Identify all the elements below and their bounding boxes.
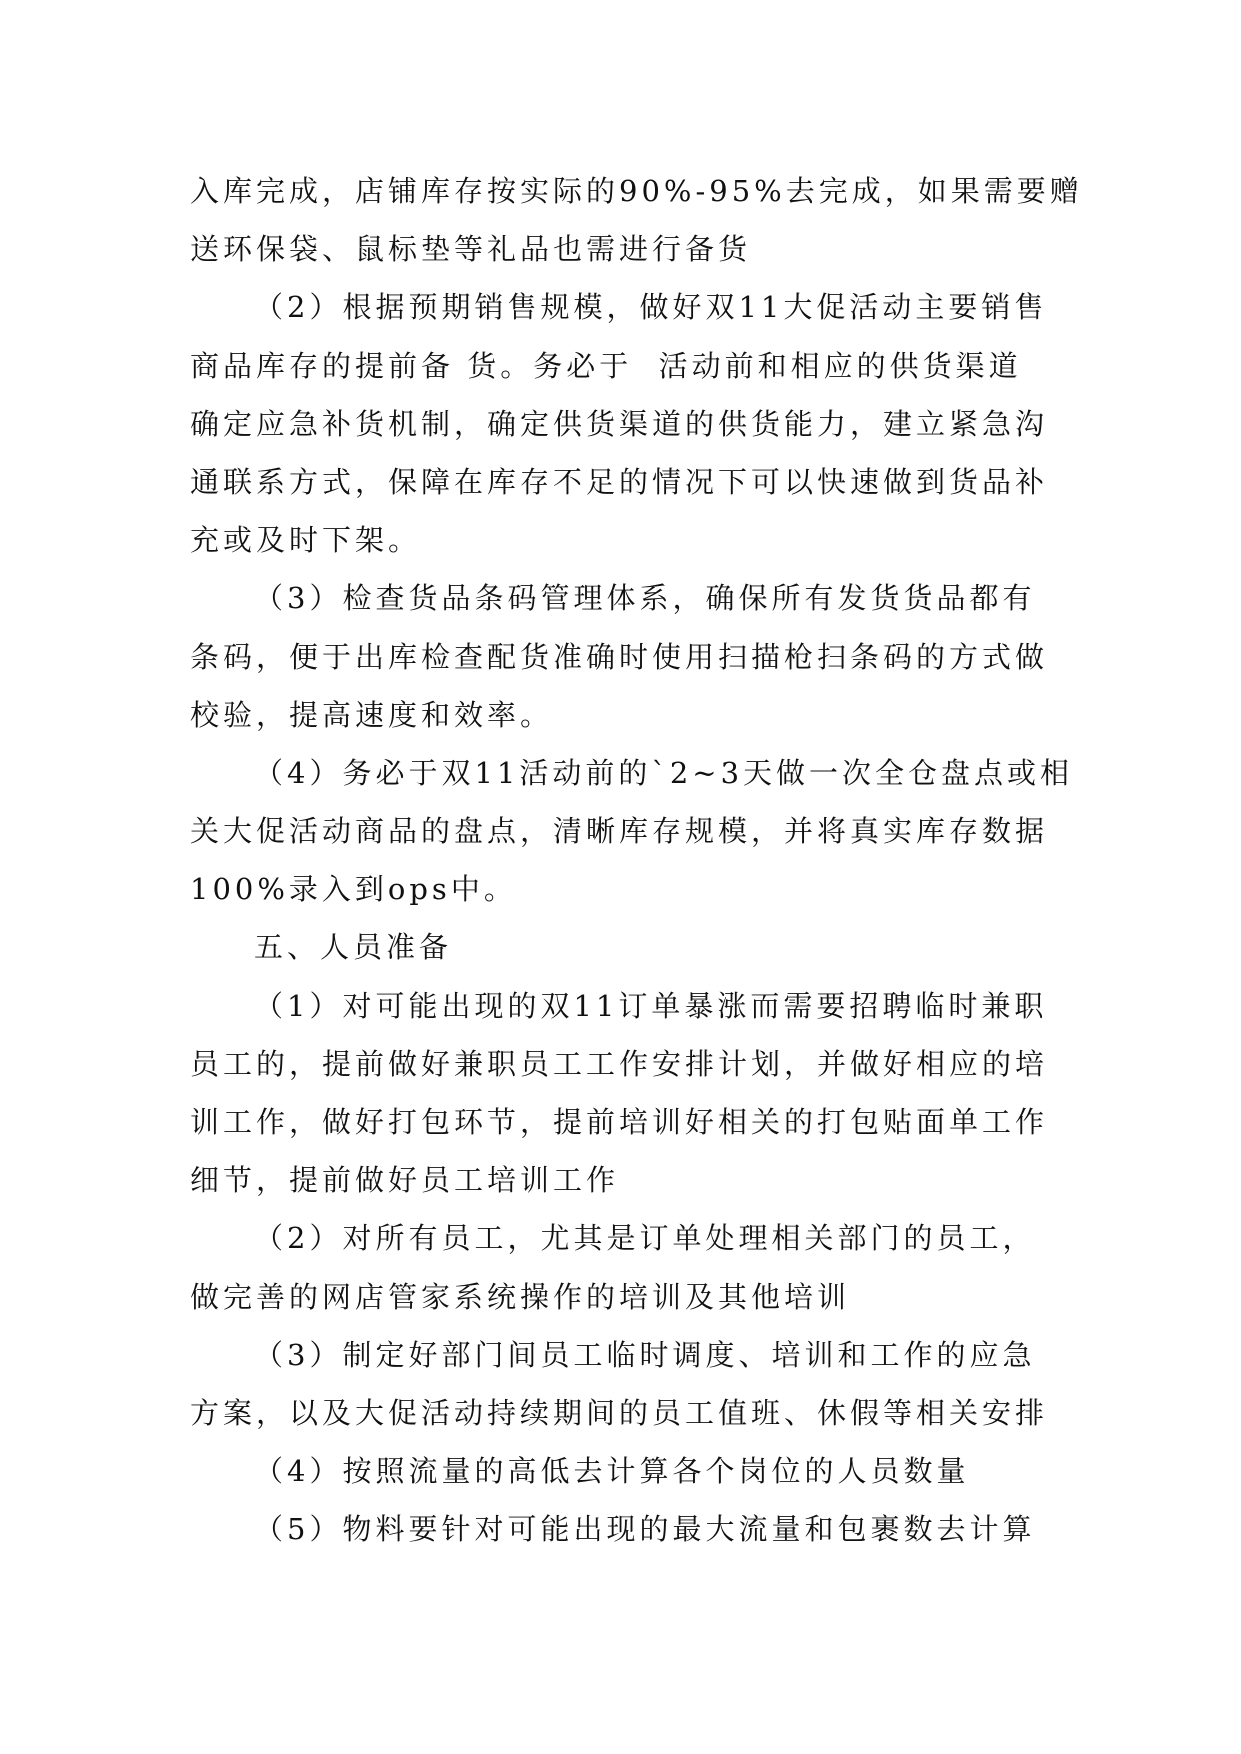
text-line: （4）按照流量的高低去计算各个岗位的人员数量	[254, 1454, 970, 1489]
text-line: 五、人员准备	[254, 930, 453, 965]
document-body	[190, 162, 1083, 1559]
text-line: 关大促活动商品的盘点，清晰库存规模，并将真实库存数据	[190, 814, 1049, 849]
text-line: 入库完成，店铺库存按实际的90%-95%去完成，如果需要赠	[190, 174, 1083, 208]
text-line: 方案，以及大促活动持续期间的员工值班、休假等相关安排	[190, 1395, 1049, 1430]
text-line: 训工作，做好打包环节，提前培训好相关的打包贴面单工作	[190, 1105, 1049, 1139]
text-line: （1）对可能出现的双11订单暴涨而需要招聘临时兼职	[254, 988, 1048, 1023]
text-line: （4）务必于双11活动前的`2~3天做一次全仓盘点或相	[254, 755, 1074, 790]
text-line: （5）物料要针对可能出现的最大流量和包裹数去计算	[254, 1512, 1036, 1547]
text-line: 通联系方式，保障在库存不足的情况下可以快速做到货品补	[190, 464, 1049, 499]
text-line: 充或及时下架。	[190, 523, 422, 558]
text-line: 做完善的网店管家系统操作的培训及其他培训	[190, 1279, 851, 1314]
text-line: 员工的，提前做好兼职员工工作安排计划，并做好相应的培	[190, 1046, 1049, 1081]
text-line: 校验，提高速度和效率。	[190, 697, 554, 732]
text-line: 确定应急补货机制，确定供货渠道的供货能力，建立紧急沟	[190, 406, 1049, 441]
text-line: （2）根据预期销售规模，做好双11大促活动主要销售	[254, 290, 1048, 325]
text-line: （2）对所有员工，尤其是订单处理相关部门的员工，	[254, 1221, 1036, 1256]
text-line: 商品库存的提前备 货。务必于 活动前和相应的供货渠道	[190, 348, 1022, 383]
text-line: 条码，便于出库检查配货准确时使用扫描枪扫条码的方式做	[190, 639, 1049, 674]
text-line: 送环保袋、鼠标垫等礼品也需进行备货	[190, 232, 752, 267]
text-line: （3）检查货品条码管理体系，确保所有发货货品都有	[254, 581, 1036, 616]
text-line: （3）制定好部门间员工临时调度、培训和工作的应急	[254, 1337, 1036, 1372]
text-line: 100%录入到ops中。	[190, 872, 517, 907]
text-line: 细节，提前做好员工培训工作	[190, 1163, 620, 1198]
